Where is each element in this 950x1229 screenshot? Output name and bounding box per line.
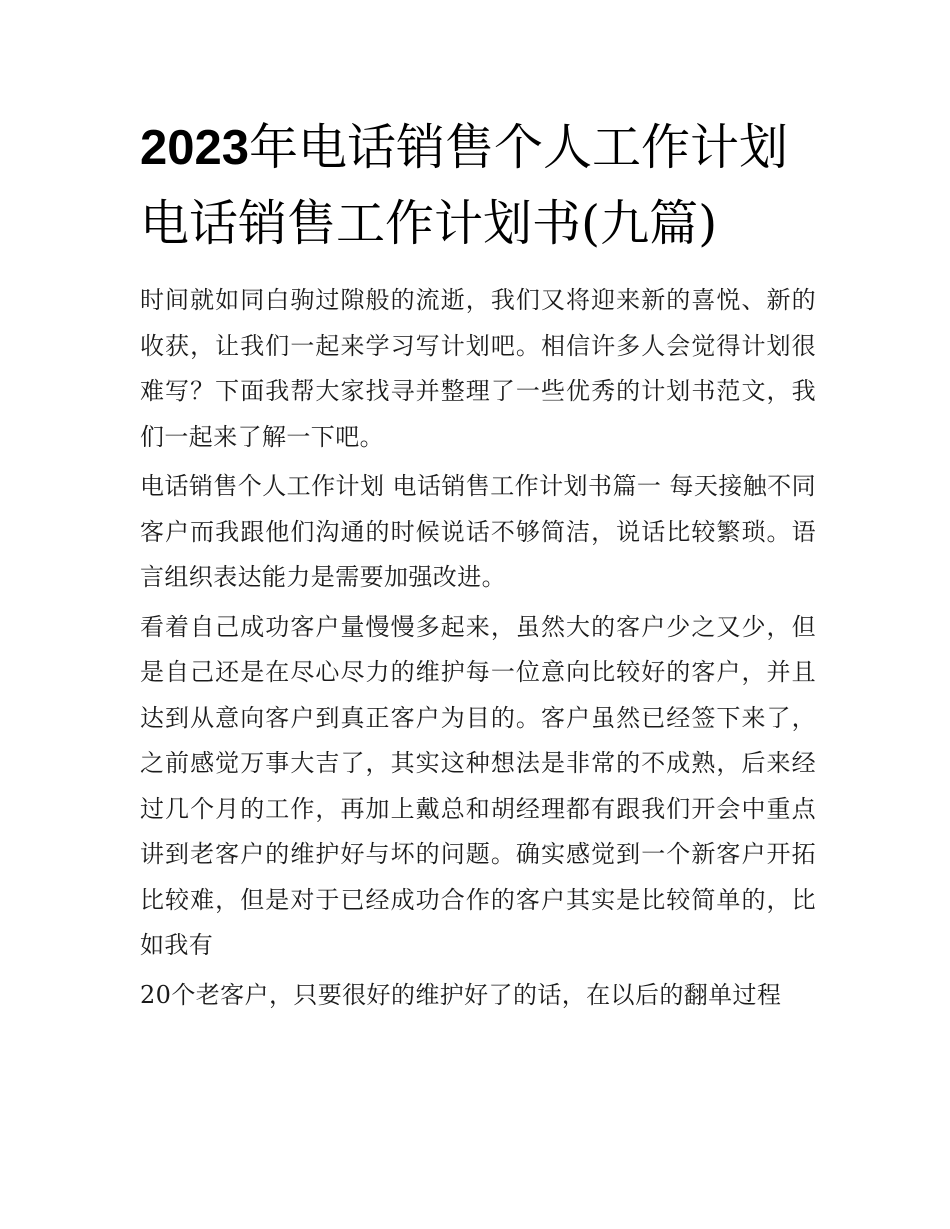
document-title-line-2 bbox=[140, 196, 820, 252]
paragraph-communication: 电话销售个人工作计划 电话销售工作计划书篇一 每天接触不同客户而我跟他们沟通的时候说话不够简洁，说话比较繁琐。语言组织表达能力是需要加强改进。 bbox=[140, 472, 816, 591]
paragraph-old-clients: 20个老客户，只要很好的维护好了的话，在以后的翻单过程 bbox=[140, 980, 782, 1009]
title-year: 2023 bbox=[140, 121, 250, 175]
title-line-2-text: 电话销售工作计划书(九篇) bbox=[140, 195, 718, 252]
title-line-1-text: 年电话销售个人工作计划 bbox=[249, 119, 789, 176]
document-body bbox=[140, 278, 816, 1018]
document-title-line-1 bbox=[140, 120, 820, 176]
paragraph-intro: 时间就如同白驹过隙般的流逝，我们又将迎来新的喜悦、新的收获，让我们一起来学习写计划吧。相信许多人会觉得计划很难写？下面我帮大家找寻并整理了一些优秀的计划书范文，我们一起来了解一下吧。 bbox=[140, 286, 816, 451]
paragraph-client-maintenance: 看着自己成功客户量慢慢多起来，虽然大的客户少之又少，但是自己还是在尽心尽力的维护每一位意向比较好的客户，并且达到从意向客户到真正客户为目的。客户虽然已经签下来了，之前感觉万事大吉了，其实这种想法是非常的不成熟，后来经过几个月的工作，再加上戴总和胡经理都有跟我们开会中重点讲到老客户的维护好与坏的问题。确实感觉到一个新客户开拓比较难，但是对于已经成功合作的客户其实是比较简单的，比如我有 bbox=[140, 612, 816, 959]
